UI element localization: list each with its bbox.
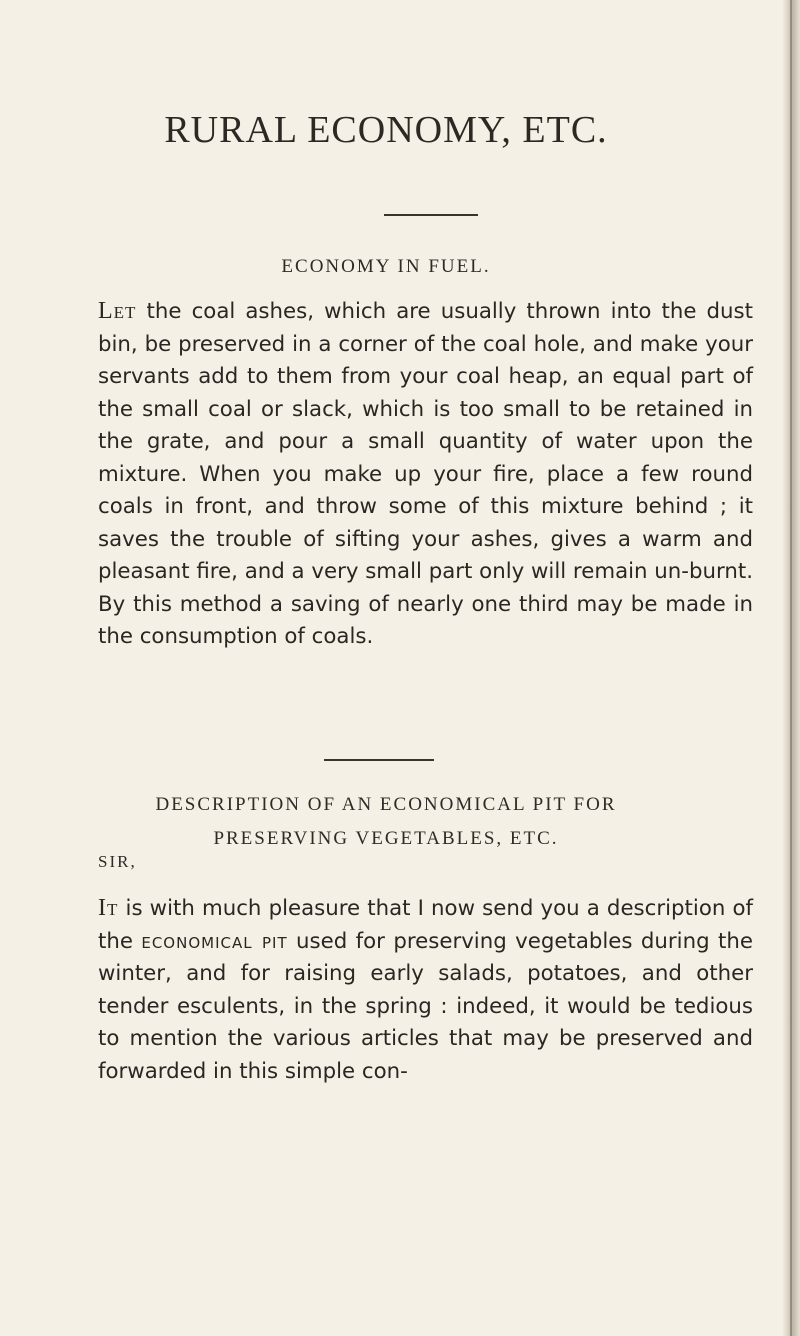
section-heading-economical-pit <box>0 788 772 856</box>
section-body-economical-pit <box>98 892 753 1088</box>
section-body-economy-in-fuel <box>98 295 753 654</box>
page-edge-line <box>790 0 792 1336</box>
title-divider <box>384 214 478 216</box>
paragraph-text-part-1: is with much pleasure that I now send you a description of the <box>98 896 753 954</box>
emphasis-text: economical pit <box>141 928 288 954</box>
section-heading-economy-in-fuel: ECONOMY IN FUEL. <box>281 256 491 277</box>
paragraph-text-part-2: used for preserving vegetables during the winter, and for raising early salads, potatoes, and other tender esculents, in the spring : indeed, it would be tedious to mention the various articles that may be preserved and forwarded in this simple con- <box>98 928 753 1084</box>
letter-salutation: SIR, <box>98 852 137 871</box>
heading-line-2: PRESERVING VEGETABLES, ETC. <box>213 828 559 849</box>
section-divider <box>324 759 434 761</box>
paragraph-text: the coal ashes, which are usually thrown into the dust bin, be preserved in a corner of the coal hole, and make your servants add to them from your coal heap, an equal part of the small coal or slack, which is too small to be retained in the grate, and pour a small quantity of water upon the mixture. When you make up your fire, place a few round coals in front, and throw some of this mixture behind ; it saves the trouble of sifting your ashes, gives a warm and pleasant fire, and a very small part only will remain un-burnt. By this method a saving of nearly one third may be made in the consumption of coals. <box>98 299 753 649</box>
page-title: RURAL ECONOMY, ETC. <box>164 109 608 151</box>
lead-word: It <box>98 895 119 921</box>
heading-line-1: DESCRIPTION OF AN ECONOMICAL PIT FOR <box>155 794 617 815</box>
lead-word: Let <box>98 298 137 324</box>
